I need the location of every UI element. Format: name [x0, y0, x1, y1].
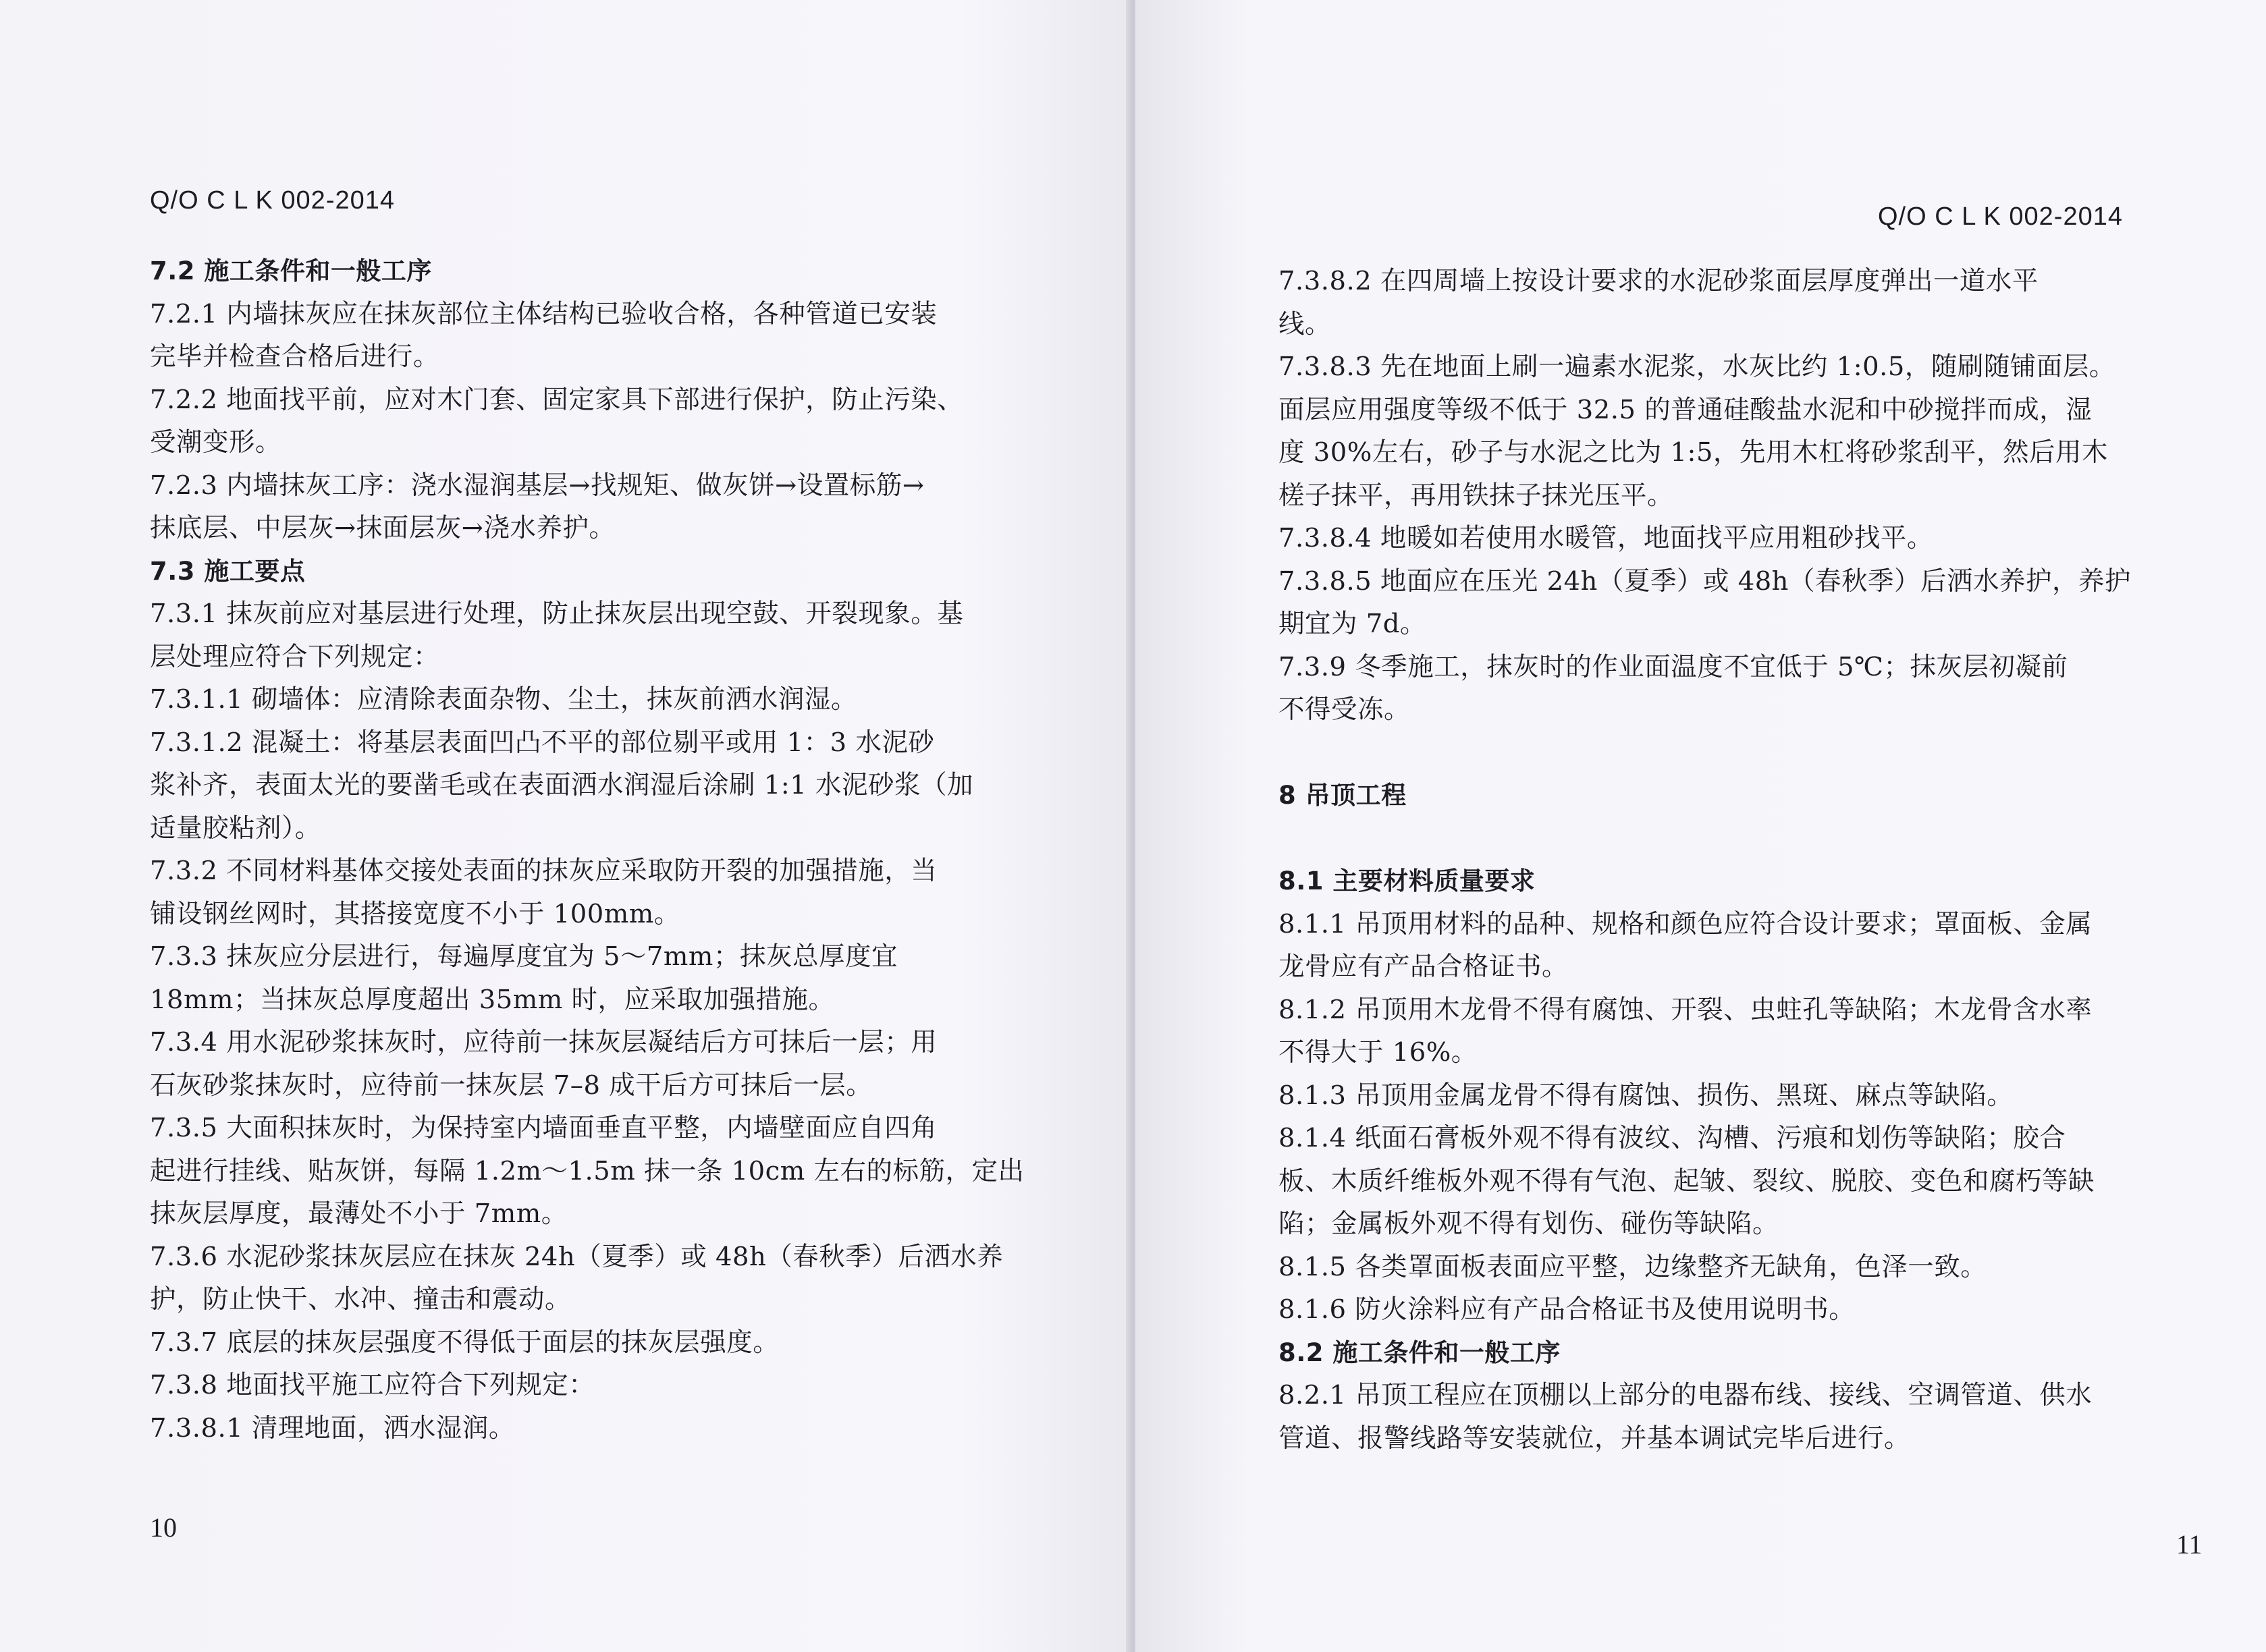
text-line: 起进行挂线、贴灰饼，每隔 1.2m～1.5m 抹一条 10cm 左右的标筋，定出 [150, 1155, 1025, 1186]
text-line: 层处理应符合下列规定： [150, 641, 440, 672]
text-line: 7.3.8.4 地暖如若使用水暖管，地面找平应用粗砂找平。 [1278, 523, 1933, 553]
text-line: 7.2.2 地面找平前，应对木门套、固定家具下部进行保护，防止污染、 [150, 384, 964, 415]
text-line: 受潮变形。 [150, 427, 282, 458]
text-line: 8.1.1 吊顶用材料的品种、规格和颜色应符合设计要求；罩面板、金属 [1278, 908, 2093, 939]
text-line: 石灰砂浆抹灰时，应待前一抹灰层 7–8 成干后方可抹后一层。 [150, 1070, 873, 1101]
text-line: 8.2.1 吊顶工程应在顶棚以上部分的电器布线、接线、空调管道、供水 [1278, 1380, 2093, 1410]
text-line: 7.3.1 抹灰前应对基层进行处理，防止抹灰层出现空鼓、开裂现象。基 [150, 599, 964, 629]
text-line: 不得受冻。 [1278, 694, 1411, 725]
text-line: 龙骨应有产品合格证书。 [1278, 952, 1569, 982]
text-line: 期宜为 7d。 [1278, 609, 1426, 639]
blank-line [1278, 817, 2132, 860]
page-number: 11 [2176, 1529, 2203, 1560]
section-heading: 7.2 施工条件和一般工序 [150, 256, 432, 285]
text-line: 护，防止快干、水冲、撞击和震动。 [150, 1284, 572, 1315]
text-line: 抹灰层厚度，最薄处不小于 7mm。 [150, 1199, 568, 1229]
text-line: 8.1.5 各类罩面板表面应平整，边缘整齐无缺角，色泽一致。 [1278, 1251, 1987, 1282]
text-line: 铺设钢丝网时，其搭接宽度不小于 100mm。 [150, 898, 680, 929]
text-line: 槎子抹平，再用铁抹子抹光压平。 [1278, 480, 1674, 511]
text-line: 完毕并检查合格后进行。 [150, 341, 440, 372]
text-line: 8.1.2 吊顶用木龙骨不得有腐蚀、开裂、虫蛀孔等缺陷；木龙骨含水率 [1278, 994, 2093, 1025]
section-heading: 8 吊顶工程 [1278, 781, 1407, 810]
text-line: 面层应用强度等级不低于 32.5 的普通硅酸盐水泥和中砂搅拌而成，湿 [1278, 394, 2093, 425]
blank-line [1278, 732, 2132, 775]
text-line: 7.3.1.2 混凝土：将基层表面凹凸不平的部位剔平或用 1：3 水泥砂 [150, 727, 935, 758]
text-line: 7.3.3 抹灰应分层进行，每遍厚度宜为 5～7mm；抹灰总厚度宜 [150, 941, 898, 972]
text-line: 度 30%左右，砂子与水泥之比为 1:5，先用木杠将砂浆刮平，然后用木 [1278, 437, 2109, 468]
text-line: 不得大于 16%。 [1278, 1037, 1478, 1068]
text-line: 线。 [1278, 308, 1332, 339]
text-line: 7.3.7 底层的抹灰层强度不得低于面层的抹灰层强度。 [150, 1327, 780, 1358]
text-line: 7.3.8.3 先在地面上刷一遍素水泥浆，水灰比约 1:0.5，随刷随铺面层。 [1278, 352, 2115, 382]
section-heading: 8.1 主要材料质量要求 [1278, 866, 1536, 896]
page-number: 10 [150, 1512, 177, 1543]
text-line: 8.1.4 纸面石膏板外观不得有波纹、沟槽、污痕和划伤等缺陷；胶合 [1278, 1123, 2066, 1153]
text-line: 7.2.1 内墙抹灰应在抹灰部位主体结构已验收合格，各种管道已安装 [150, 298, 938, 329]
section-heading: 8.2 施工条件和一般工序 [1278, 1338, 1561, 1367]
section-heading: 7.3 施工要点 [150, 556, 306, 586]
text-line: 7.3.8.5 地面应在压光 24h（夏季）或 48h（春秋季）后洒水养护，养护 [1278, 566, 2131, 597]
text-line: 浆补齐，表面太光的要凿毛或在表面洒水润湿后涂刷 1:1 水泥砂浆（加 [150, 770, 973, 800]
page-content [1278, 260, 2132, 1460]
page-content [150, 250, 1025, 1450]
page-header: Q/O C L K 002-2014 [1877, 202, 2123, 231]
text-line: 8.1.3 吊顶用金属龙骨不得有腐蚀、损伤、黑斑、麻点等缺陷。 [1278, 1080, 2014, 1111]
text-line: 7.2.3 内墙抹灰工序：浇水湿润基层→找规矩、做灰饼→设置标筋→ [150, 470, 925, 501]
left-page [0, 0, 1131, 1652]
text-line: 7.3.1.1 砌墙体：应清除表面杂物、尘土，抹灰前洒水润湿。 [150, 684, 857, 715]
text-line: 7.3.4 用水泥砂浆抹灰时，应待前一抹灰层凝结后方可抹后一层；用 [150, 1027, 938, 1057]
text-line: 7.3.6 水泥砂浆抹灰层应在抹灰 24h（夏季）或 48h（春秋季）后洒水养 [150, 1241, 1004, 1272]
text-line: 7.3.5 大面积抹灰时，为保持室内墙面垂直平整，内墙壁面应自四角 [150, 1113, 938, 1143]
text-line: 7.3.8.2 在四周墙上按设计要求的水泥砂浆面层厚度弹出一道水平 [1278, 266, 2039, 296]
text-line: 板、木质纤维板外观不得有气泡、起皱、裂纹、脱胶、变色和腐朽等缺 [1278, 1165, 2095, 1196]
text-line: 适量胶粘剂）。 [150, 813, 321, 844]
text-line: 抹底层、中层灰→抹面层灰→浇水养护。 [150, 513, 616, 543]
right-page [1135, 0, 2266, 1652]
text-line: 7.3.8.1 清理地面，洒水湿润。 [150, 1412, 515, 1443]
text-line: 7.3.2 不同材料基体交接处表面的抹灰应采取防开裂的加强措施，当 [150, 856, 938, 886]
text-line: 8.1.6 防火涂料应有产品合格证书及使用说明书。 [1278, 1294, 1856, 1325]
text-line: 7.3.9 冬季施工，抹灰时的作业面温度不宜低于 5℃；抹灰层初凝前 [1278, 651, 2068, 682]
text-line: 管道、报警线路等安装就位，并基本调试完毕后进行。 [1278, 1423, 1911, 1454]
text-line: 7.3.8 地面找平施工应符合下列规定： [150, 1370, 595, 1400]
text-line: 18mm；当抹灰总厚度超出 35mm 时，应采取加强措施。 [150, 984, 835, 1015]
page-header: Q/O C L K 002-2014 [150, 186, 396, 215]
text-line: 陷；金属板外观不得有划伤、碰伤等缺陷。 [1278, 1209, 1779, 1239]
